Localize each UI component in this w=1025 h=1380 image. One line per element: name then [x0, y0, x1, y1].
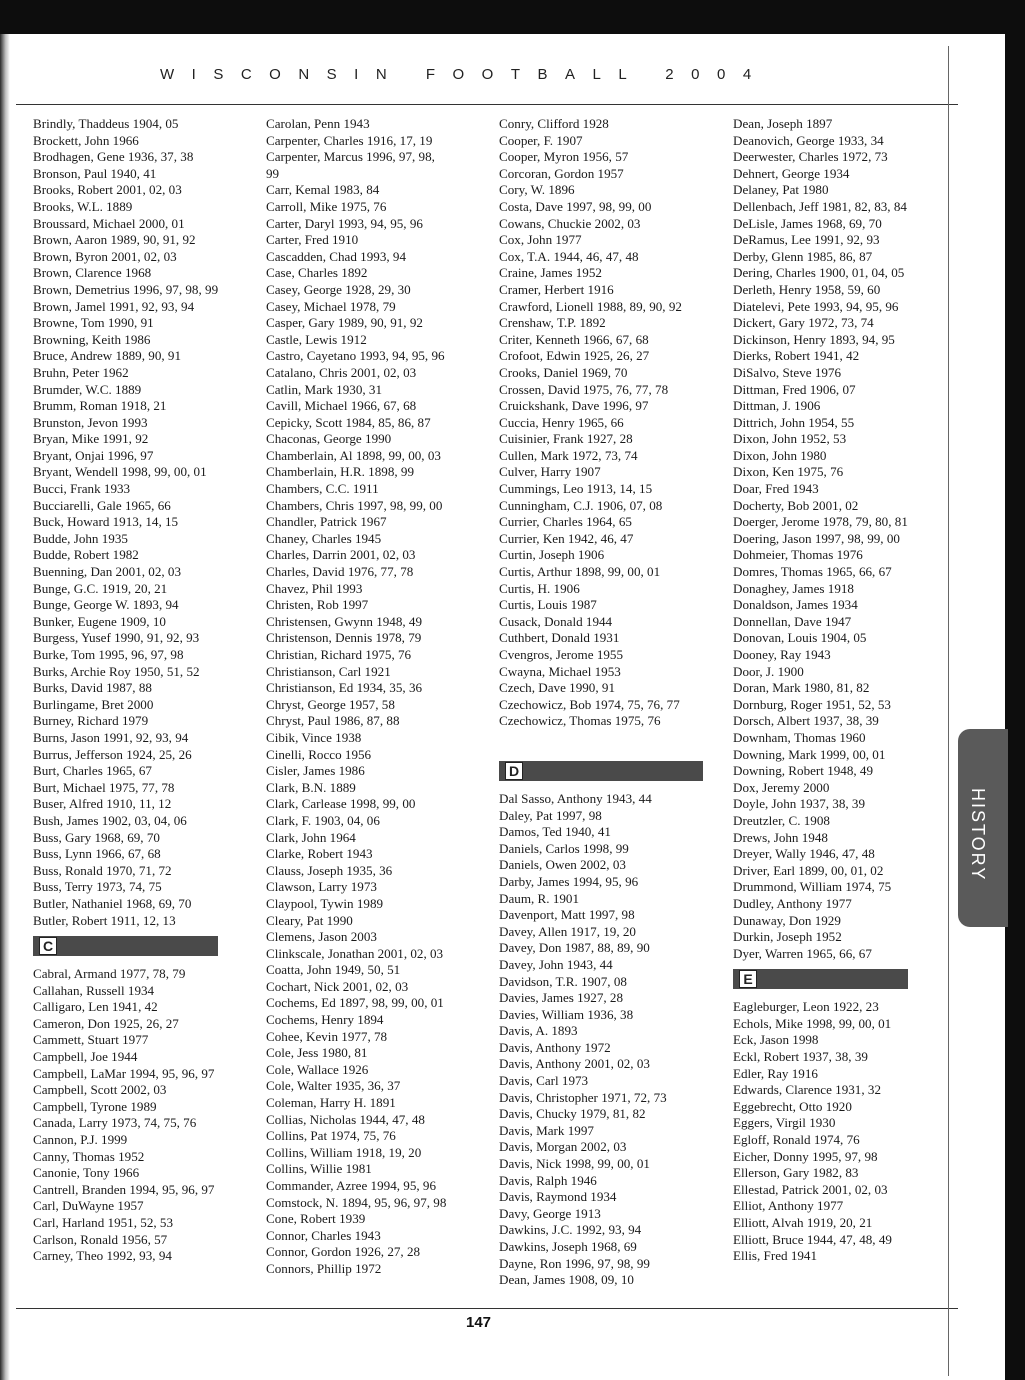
- roster-entry: Dixon, John 1980: [733, 447, 827, 463]
- roster-entry: Cunningham, C.J. 1906, 07, 08: [499, 497, 663, 513]
- roster-entry: Bush, James 1902, 03, 04, 06: [33, 812, 187, 828]
- roster-entry: Cooper, Myron 1956, 57: [499, 149, 629, 165]
- roster-entry: Butler, Robert 1911, 12, 13: [33, 912, 176, 928]
- roster-entry: Dox, Jeremy 2000: [733, 779, 830, 795]
- roster-entry: Cuisinier, Frank 1927, 28: [499, 431, 633, 447]
- roster-entry: Cepicky, Scott 1984, 85, 86, 87: [266, 414, 431, 430]
- roster-entry: Donaghey, James 1918: [733, 580, 854, 596]
- roster-entry: Dohmeier, Thomas 1976: [733, 547, 863, 563]
- roster-entry: Carr, Kemal 1983, 84: [266, 182, 380, 198]
- roster-entry: Clark, John 1964: [266, 829, 356, 845]
- roster-entry: Cowans, Chuckie 2002, 03: [499, 215, 641, 231]
- header-rule: [16, 104, 958, 105]
- roster-entry: Cole, Wallace 1926: [266, 1061, 369, 1077]
- roster-entry: Chamberlain, H.R. 1898, 99: [266, 464, 415, 480]
- roster-entry: Castro, Cayetano 1993, 94, 95, 96: [266, 348, 445, 364]
- roster-entry: Crossen, David 1975, 76, 77, 78: [499, 381, 669, 397]
- roster-entry: Davies, William 1936, 38: [499, 1006, 634, 1022]
- roster-entry: Cummings, Leo 1913, 14, 15: [499, 481, 653, 497]
- roster-entry: Echols, Mike 1998, 99, 00, 01: [733, 1015, 892, 1031]
- roster-entry: Dayne, Ron 1996, 97, 98, 99: [499, 1255, 650, 1271]
- roster-entry: Cramer, Herbert 1916: [499, 281, 614, 297]
- roster-entry: Davies, James 1927, 28: [499, 990, 624, 1006]
- roster-entry: Davidson, T.R. 1907, 08: [499, 973, 627, 989]
- roster-entry: Davenport, Matt 1997, 98: [499, 907, 635, 923]
- roster-entry: Davis, Raymond 1934: [499, 1189, 617, 1205]
- roster-entry: Clark, Carlease 1998, 99, 00: [266, 796, 416, 812]
- scan-border-right: [1005, 0, 1025, 1380]
- binding-shadow: [0, 34, 10, 1380]
- roster-entry: Dixon, Ken 1975, 76: [733, 464, 844, 480]
- roster-entry: Carl, Harland 1951, 52, 53: [33, 1215, 174, 1230]
- roster-entry: Brumm, Roman 1918, 21: [33, 398, 167, 414]
- roster-entry: Dreutzler, C. 1908: [733, 812, 830, 828]
- roster-entry: Derleth, Henry 1958, 59, 60: [733, 281, 881, 297]
- roster-entry: Deanovich, George 1933, 34: [733, 132, 884, 148]
- roster-entry: Canny, Thomas 1952: [33, 1148, 145, 1164]
- roster-entry: Cameron, Don 1925, 26, 27: [33, 1015, 179, 1031]
- roster-entry: Cantrell, Branden 1994, 95, 96, 97: [33, 1181, 215, 1197]
- roster-entry: Dittman, Fred 1906, 07: [733, 381, 856, 397]
- roster-entry: Currier, Ken 1942, 46, 47: [499, 530, 634, 546]
- roster-entry: Cruickshank, Dave 1996, 97: [499, 398, 649, 414]
- roster-entry: Corcoran, Gordon 1957: [499, 165, 624, 181]
- roster-entry: Carter, Fred 1910: [266, 232, 359, 248]
- entries-b: [33, 116, 218, 929]
- roster-entry: Cuccia, Henry 1965, 66: [499, 414, 624, 430]
- section-letter-e: E: [739, 970, 757, 988]
- roster-entry: Commander, Azree 1994, 95, 96: [266, 1178, 437, 1193]
- roster-entry: Carter, Daryl 1993, 94, 95, 96: [266, 215, 423, 231]
- scan-border-top: [0, 0, 1025, 34]
- roster-entry: Davy, George 1913: [499, 1205, 601, 1221]
- roster-entry: Bucci, Frank 1933: [33, 481, 131, 497]
- roster-entry: Daniels, Carlos 1998, 99: [499, 840, 629, 856]
- roster-entry: Broussard, Michael 2000, 01: [33, 215, 185, 231]
- roster-entry: Buss, Terry 1973, 74, 75: [33, 879, 162, 895]
- roster-entry: Dunaway, Don 1929: [733, 912, 841, 928]
- roster-entry: Dean, Joseph 1897: [733, 116, 833, 131]
- roster-entry: Domres, Thomas 1965, 66, 67: [733, 564, 892, 580]
- roster-entry: Chavez, Phil 1993: [266, 580, 363, 596]
- roster-entry: DeLisle, James 1968, 69, 70: [733, 215, 882, 231]
- column-2: [266, 116, 491, 1278]
- roster-entry: Doar, Fred 1943: [733, 481, 819, 497]
- roster-entry: Chaney, Charles 1945: [266, 530, 382, 546]
- roster-entry: Curtis, H. 1906: [499, 580, 580, 596]
- roster-entry: Egloff, Ronald 1974, 76: [733, 1132, 860, 1148]
- roster-entry: Browning, Keith 1986: [33, 331, 151, 347]
- roster-entry: Eck, Jason 1998: [733, 1032, 819, 1048]
- roster-entry: Chamberlain, Al 1898, 99, 00, 03: [266, 447, 441, 463]
- roster-entry: Ellestad, Patrick 2001, 02, 03: [733, 1181, 888, 1197]
- roster-entry: Chryst, George 1957, 58: [266, 696, 395, 712]
- roster-entry: Carolan, Penn 1943: [266, 116, 370, 131]
- roster-entry: Brown, Aaron 1989, 90, 91, 92: [33, 232, 196, 248]
- roster-entry: Cone, Robert 1939: [266, 1211, 366, 1227]
- roster-entry: Brumder, W.C. 1889: [33, 381, 142, 397]
- roster-entry: Darby, James 1994, 95, 96: [499, 873, 639, 889]
- roster-entry: Claypool, Tywin 1989: [266, 895, 384, 911]
- roster-entry: Davis, Mark 1997: [499, 1122, 594, 1138]
- roster-entry: Crawford, Lionell 1988, 89, 90, 92: [499, 298, 682, 314]
- roster-entry: Elliott, Bruce 1944, 47, 48, 49: [733, 1231, 892, 1247]
- roster-entry: Daniels, Owen 2002, 03: [499, 857, 626, 873]
- roster-entry: Davis, A. 1893: [499, 1023, 578, 1039]
- roster-entry: Czechowicz, Bob 1974, 75, 76, 77: [499, 696, 680, 712]
- roster-entry: Davis, Nick 1998, 99, 00, 01: [499, 1156, 650, 1172]
- roster-entry: Crofoot, Edwin 1925, 26, 27: [499, 348, 650, 364]
- roster-entry: Currier, Charles 1964, 65: [499, 514, 632, 530]
- roster-entry: Cinelli, Rocco 1956: [266, 746, 372, 762]
- roster-entry: Case, Charles 1892: [266, 265, 368, 281]
- roster-entry: Derby, Glenn 1985, 86, 87: [733, 248, 873, 264]
- roster-entry: Edwards, Clarence 1931, 32: [733, 1082, 881, 1098]
- roster-entry: Downham, Thomas 1960: [733, 729, 866, 745]
- roster-entry: Doran, Mark 1980, 81, 82: [733, 680, 870, 696]
- roster-entry: Bunker, Eugene 1909, 10: [33, 613, 166, 629]
- roster-entry: Davis, Christopher 1971, 72, 73: [499, 1089, 667, 1105]
- roster-entry: Clark, F. 1903, 04, 06: [266, 812, 380, 828]
- roster-entry: Durkin, Joseph 1952: [733, 929, 842, 945]
- roster-entry: Butler, Nathaniel 1968, 69, 70: [33, 895, 192, 911]
- roster-entry: Budde, John 1935: [33, 530, 128, 546]
- roster-entry: Collins, William 1918, 19, 20: [266, 1144, 422, 1160]
- roster-entry: Dooney, Ray 1943: [733, 647, 831, 662]
- roster-entry: Chambers, Chris 1997, 98, 99, 00: [266, 497, 443, 513]
- column-3: [499, 116, 703, 1289]
- roster-entry: Brodhagen, Gene 1936, 37, 38: [33, 149, 194, 165]
- entries-c-cont: [266, 116, 491, 1278]
- roster-entry: Coleman, Harry H. 1891: [266, 1095, 396, 1111]
- roster-entry: Downing, Robert 1948, 49: [733, 763, 874, 779]
- roster-entry: Cory, W. 1896: [499, 182, 575, 198]
- roster-entry: Clauss, Joseph 1935, 36: [266, 862, 393, 878]
- roster-entry: Craine, James 1952: [499, 265, 602, 281]
- roster-entry: Collins, Willie 1981: [266, 1161, 372, 1177]
- roster-entry: Bruce, Andrew 1889, 90, 91: [33, 348, 182, 364]
- column-4: [733, 116, 908, 1265]
- roster-entry: Dittrich, John 1954, 55: [733, 414, 855, 430]
- roster-entry: Eggers, Virgil 1930: [733, 1115, 836, 1131]
- roster-entry: Campbell, LaMar 1994, 95, 96, 97: [33, 1065, 215, 1081]
- roster-entry: Clinkscale, Jonathan 2001, 02, 03: [266, 945, 444, 961]
- roster-entry: Cohee, Kevin 1977, 78: [266, 1028, 388, 1044]
- roster-entry: 99: [266, 165, 280, 181]
- roster-entry: Buss, Ronald 1970, 71, 72: [33, 862, 172, 878]
- roster-entry: Door, J. 1900: [733, 663, 804, 679]
- roster-entry: Buser, Alfred 1910, 11, 12: [33, 796, 172, 812]
- roster-entry: Donovan, Louis 1904, 05: [733, 630, 867, 646]
- roster-entry: Davis, Chucky 1979, 81, 82: [499, 1106, 646, 1122]
- roster-entry: Driver, Earl 1899, 00, 01, 02: [733, 862, 884, 878]
- roster-entry: Burks, David 1987, 88: [33, 680, 152, 696]
- entries-d: [499, 791, 703, 1289]
- roster-entry: Edler, Ray 1916: [733, 1065, 818, 1081]
- roster-entry: Cammett, Stuart 1977: [33, 1032, 149, 1048]
- roster-entry: Carpenter, Charles 1916, 17, 19: [266, 132, 433, 148]
- roster-entry: Campbell, Joe 1944: [33, 1049, 138, 1065]
- roster-entry: Crenshaw, T.P. 1892: [499, 315, 606, 331]
- roster-entry: Christian, Richard 1975, 76: [266, 647, 412, 662]
- roster-entry: Connor, Gordon 1926, 27, 28: [266, 1244, 421, 1260]
- roster-entry: Ellis, Fred 1941: [733, 1248, 818, 1264]
- roster-entry: Curtin, Joseph 1906: [499, 547, 605, 563]
- roster-entry: Chandler, Patrick 1967: [266, 514, 387, 530]
- roster-entry: Chambers, C.C. 1911: [266, 481, 379, 497]
- roster-entry: DiSalvo, Steve 1976: [733, 364, 842, 380]
- roster-entry: Clark, B.N. 1889: [266, 779, 356, 795]
- roster-entry: Connor, Charles 1943: [266, 1227, 381, 1243]
- roster-entry: Casey, Michael 1978, 79: [266, 298, 396, 314]
- roster-entry: Calligaro, Len 1941, 42: [33, 999, 158, 1015]
- history-tab-label: HISTORY: [968, 788, 988, 882]
- roster-entry: Cuthbert, Donald 1931: [499, 630, 620, 646]
- roster-entry: Eagleburger, Leon 1922, 23: [733, 999, 879, 1015]
- roster-entry: Elliott, Alvah 1919, 20, 21: [733, 1215, 873, 1230]
- roster-entry: Bryan, Mike 1991, 92: [33, 431, 149, 447]
- roster-entry: Burt, Michael 1975, 77, 78: [33, 779, 175, 795]
- roster-entry: Christianson, Ed 1934, 35, 36: [266, 680, 423, 696]
- roster-entry: Cvengros, Jerome 1955: [499, 647, 624, 662]
- entries-d-cont: [733, 116, 908, 962]
- roster-entry: Bronson, Paul 1940, 41: [33, 165, 157, 181]
- roster-entry: Burlingame, Bret 2000: [33, 696, 154, 712]
- roster-entry: Dellenbach, Jeff 1981, 82, 83, 84: [733, 198, 907, 214]
- roster-entry: Davis, Anthony 1972: [499, 1039, 611, 1055]
- roster-entry: Doerger, Jerome 1978, 79, 80, 81: [733, 514, 908, 530]
- roster-entry: Brunston, Jevon 1993: [33, 414, 148, 430]
- roster-entry: Doyle, John 1937, 38, 39: [733, 796, 866, 812]
- roster-entry: Canada, Larry 1973, 74, 75, 76: [33, 1115, 197, 1131]
- roster-entry: Cannon, P.J. 1999: [33, 1132, 128, 1148]
- running-header: WISCONSIN FOOTBALL 2004: [160, 66, 769, 83]
- roster-entry: Eckl, Robert 1937, 38, 39: [733, 1049, 868, 1065]
- roster-entry: Comstock, N. 1894, 95, 96, 97, 98: [266, 1194, 447, 1210]
- roster-entry: Bruhn, Peter 1962: [33, 364, 129, 380]
- roster-entry: Christenson, Dennis 1978, 79: [266, 630, 422, 646]
- roster-entry: Davis, Ralph 1946: [499, 1172, 597, 1188]
- roster-entry: Elliot, Anthony 1977: [733, 1198, 844, 1214]
- roster-entry: Czech, Dave 1990, 91: [499, 680, 615, 696]
- roster-entry: Dixon, John 1952, 53: [733, 431, 847, 447]
- roster-entry: Burke, Tom 1995, 96, 97, 98: [33, 647, 184, 662]
- roster-entry: Burrus, Jefferson 1924, 25, 26: [33, 746, 192, 762]
- roster-entry: Cooper, F. 1907: [499, 132, 583, 148]
- roster-entry: Davis, Anthony 2001, 02, 03: [499, 1056, 650, 1072]
- roster-entry: Casper, Gary 1989, 90, 91, 92: [266, 315, 423, 331]
- roster-entry: Cabral, Armand 1977, 78, 79: [33, 966, 186, 982]
- roster-entry: Costa, Dave 1997, 98, 99, 00: [499, 198, 652, 214]
- roster-entry: Cavill, Michael 1966, 67, 68: [266, 398, 417, 414]
- roster-entry: Crooks, Daniel 1969, 70: [499, 364, 628, 380]
- roster-entry: Campbell, Scott 2002, 03: [33, 1082, 167, 1098]
- roster-entry: Bryant, Wendell 1998, 99, 00, 01: [33, 464, 207, 480]
- roster-entry: Doering, Jason 1997, 98, 99, 00: [733, 530, 900, 546]
- roster-entry: Collins, Pat 1974, 75, 76: [266, 1128, 396, 1144]
- roster-entry: Campbell, Tyrone 1989: [33, 1098, 157, 1114]
- margin-rule: [948, 46, 949, 1376]
- roster-entry: Burgess, Yusef 1990, 91, 92, 93: [33, 630, 200, 646]
- roster-entry: Davis, Morgan 2002, 03: [499, 1139, 627, 1155]
- roster-entry: Clemens, Jason 2003: [266, 929, 377, 945]
- roster-entry: Dehnert, George 1934: [733, 165, 850, 181]
- roster-entry: Drummond, William 1974, 75: [733, 879, 892, 895]
- section-bar-d: [499, 761, 703, 781]
- roster-entry: Eggebrecht, Otto 1920: [733, 1098, 852, 1114]
- roster-entry: Clarke, Robert 1943: [266, 846, 373, 862]
- roster-entry: Curtis, Arthur 1898, 99, 00, 01: [499, 564, 661, 580]
- roster-entry: Brown, Byron 2001, 02, 03: [33, 248, 177, 264]
- roster-entry: Chaconas, George 1990: [266, 431, 392, 447]
- roster-entry: Cole, Walter 1935, 36, 37: [266, 1078, 401, 1094]
- section-bar-e: [733, 969, 908, 989]
- roster-entry: Dickinson, Henry 1893, 94, 95: [733, 331, 895, 347]
- roster-entry: Burney, Richard 1979: [33, 713, 149, 729]
- roster-entry: Dyer, Warren 1965, 66, 67: [733, 945, 872, 961]
- roster-entry: Dawkins, Joseph 1968, 69: [499, 1239, 637, 1254]
- roster-entry: Cullen, Mark 1972, 73, 74: [499, 447, 638, 463]
- roster-entry: Cisler, James 1986: [266, 763, 365, 779]
- roster-entry: Chryst, Paul 1986, 87, 88: [266, 713, 400, 729]
- roster-entry: Collias, Nicholas 1944, 47, 48: [266, 1111, 425, 1127]
- roster-entry: Damos, Ted 1940, 41: [499, 824, 611, 840]
- roster-entry: Callahan, Russell 1934: [33, 982, 155, 998]
- roster-entry: Buss, Lynn 1966, 67, 68: [33, 846, 161, 862]
- roster-entry: Casey, George 1928, 29, 30: [266, 281, 411, 297]
- section-bar-c: [33, 936, 218, 956]
- roster-entry: Daley, Pat 1997, 98: [499, 807, 602, 823]
- section-letter-c: C: [39, 937, 57, 955]
- roster-entry: Czechowicz, Thomas 1975, 76: [499, 713, 661, 729]
- roster-entry: Catlin, Mark 1930, 31: [266, 381, 383, 397]
- roster-entry: Eicher, Donny 1995, 97, 98: [733, 1148, 878, 1164]
- roster-entry: Dreyer, Wally 1946, 47, 48: [733, 846, 875, 862]
- roster-entry: Bryant, Onjai 1996, 97: [33, 447, 154, 463]
- column-1: [33, 116, 218, 1265]
- roster-entry: Cibik, Vince 1938: [266, 729, 362, 745]
- footer-rule: [16, 1308, 958, 1309]
- roster-entry: Carney, Theo 1992, 93, 94: [33, 1248, 172, 1264]
- roster-entry: Catalano, Chris 2001, 02, 03: [266, 364, 417, 380]
- roster-entry: Cochems, Henry 1894: [266, 1012, 384, 1028]
- roster-entry: Dawkins, J.C. 1992, 93, 94: [499, 1222, 642, 1238]
- roster-entry: Dornburg, Roger 1951, 52, 53: [733, 696, 891, 712]
- section-letter-d: D: [505, 762, 523, 780]
- roster-entry: Brown, Demetrius 1996, 97, 98, 99: [33, 281, 219, 297]
- roster-entry: Dorsch, Albert 1937, 38, 39: [733, 713, 879, 729]
- roster-entry: Burt, Charles 1965, 67: [33, 763, 152, 779]
- roster-entry: Conry, Clifford 1928: [499, 116, 609, 131]
- roster-entry: DeRamus, Lee 1991, 92, 93: [733, 232, 880, 248]
- roster-entry: Charles, Darrin 2001, 02, 03: [266, 547, 416, 563]
- roster-entry: Bunge, G.C. 1919, 20, 21: [33, 580, 168, 596]
- roster-entry: Burks, Archie Roy 1950, 51, 52: [33, 663, 200, 679]
- roster-entry: Dean, James 1908, 09, 10: [499, 1272, 634, 1288]
- roster-entry: Cochems, Ed 1897, 98, 99, 00, 01: [266, 995, 444, 1011]
- roster-entry: Donnellan, Dave 1947: [733, 613, 852, 629]
- roster-entry: Carroll, Mike 1975, 76: [266, 198, 387, 214]
- roster-entry: Docherty, Bob 2001, 02: [733, 497, 859, 513]
- roster-entry: Downing, Mark 1999, 00, 01: [733, 746, 886, 762]
- roster-entry: Dierks, Robert 1941, 42: [733, 348, 860, 364]
- roster-entry: Davey, John 1943, 44: [499, 956, 613, 972]
- roster-entry: Christianson, Carl 1921: [266, 663, 391, 679]
- entries-e: [733, 999, 908, 1265]
- roster-entry: Christensen, Gwynn 1948, 49: [266, 613, 423, 629]
- roster-entry: Buck, Howard 1913, 14, 15: [33, 514, 179, 530]
- roster-entry: Davey, Allen 1917, 19, 20: [499, 923, 636, 939]
- roster-entry: Christen, Rob 1997: [266, 597, 369, 613]
- page-number: 147: [466, 1314, 492, 1331]
- roster-entry: Curtis, Louis 1987: [499, 597, 597, 613]
- roster-entry: Daum, R. 1901: [499, 890, 580, 906]
- roster-entry: Cox, John 1977: [499, 232, 582, 248]
- roster-entry: Canonie, Tony 1966: [33, 1165, 140, 1181]
- roster-entry: Bunge, George W. 1893, 94: [33, 597, 179, 613]
- roster-entry: Carl, DuWayne 1957: [33, 1198, 144, 1214]
- roster-entry: Brown, Jamel 1991, 92, 93, 94: [33, 298, 195, 314]
- roster-entry: Dickert, Gary 1972, 73, 74: [733, 315, 874, 331]
- roster-entry: Diatelevi, Pete 1993, 94, 95, 96: [733, 298, 899, 314]
- roster-entry: Castle, Lewis 1912: [266, 331, 367, 347]
- roster-entry: Dittman, J. 1906: [733, 398, 821, 414]
- roster-entry: Cleary, Pat 1990: [266, 912, 353, 928]
- roster-entry: Cwayna, Michael 1953: [499, 663, 621, 679]
- roster-entry: Coatta, John 1949, 50, 51: [266, 962, 401, 978]
- roster-entry: Carpenter, Marcus 1996, 97, 98,: [266, 149, 435, 165]
- roster-entry: Carlson, Ronald 1956, 57: [33, 1231, 168, 1247]
- roster-entry: Criter, Kenneth 1966, 67, 68: [499, 331, 649, 347]
- roster-entry: Charles, David 1976, 77, 78: [266, 564, 414, 580]
- roster-entry: Brooks, Robert 2001, 02, 03: [33, 182, 182, 198]
- roster-entry: Clawson, Larry 1973: [266, 879, 377, 895]
- roster-entry: Dudley, Anthony 1977: [733, 895, 852, 911]
- roster-entry: Burns, Jason 1991, 92, 93, 94: [33, 729, 189, 745]
- roster-entry: Donaldson, James 1934: [733, 597, 858, 613]
- roster-entry: Davey, Don 1987, 88, 89, 90: [499, 940, 650, 956]
- roster-entry: Culver, Harry 1907: [499, 464, 601, 480]
- roster-entry: Buss, Gary 1968, 69, 70: [33, 829, 160, 845]
- roster-entry: Cascadden, Chad 1993, 94: [266, 248, 407, 264]
- entries-c-end: [499, 116, 703, 730]
- roster-entry: Cusack, Donald 1944: [499, 613, 613, 629]
- roster-entry: Buenning, Dan 2001, 02, 03: [33, 564, 182, 580]
- roster-entry: Browne, Tom 1990, 91: [33, 315, 154, 331]
- roster-entry: Dal Sasso, Anthony 1943, 44: [499, 790, 652, 806]
- roster-entry: Deerwester, Charles 1972, 73: [733, 149, 888, 165]
- entries-c: [33, 966, 218, 1265]
- roster-entry: Brockett, John 1966: [33, 132, 139, 148]
- roster-entry: Cole, Jess 1980, 81: [266, 1045, 368, 1061]
- roster-entry: Drews, John 1948: [733, 829, 828, 845]
- roster-entry: Bucciarelli, Gale 1965, 66: [33, 497, 171, 513]
- roster-entry: Budde, Robert 1982: [33, 547, 139, 563]
- roster-entry: Delaney, Pat 1980: [733, 182, 829, 198]
- roster-entry: Davis, Carl 1973: [499, 1073, 589, 1089]
- roster-entry: Cochart, Nick 2001, 02, 03: [266, 978, 409, 994]
- roster-entry: Connors, Phillip 1972: [266, 1260, 382, 1276]
- roster-entry: Dering, Charles 1900, 01, 04, 05: [733, 265, 905, 281]
- roster-entry: Brooks, W.L. 1889: [33, 198, 133, 214]
- roster-entry: Ellerson, Gary 1982, 83: [733, 1165, 859, 1181]
- roster-entry: Brown, Clarence 1968: [33, 265, 152, 281]
- roster-entry: Brindly, Thaddeus 1904, 05: [33, 116, 179, 131]
- roster-entry: Cox, T.A. 1944, 46, 47, 48: [499, 248, 639, 264]
